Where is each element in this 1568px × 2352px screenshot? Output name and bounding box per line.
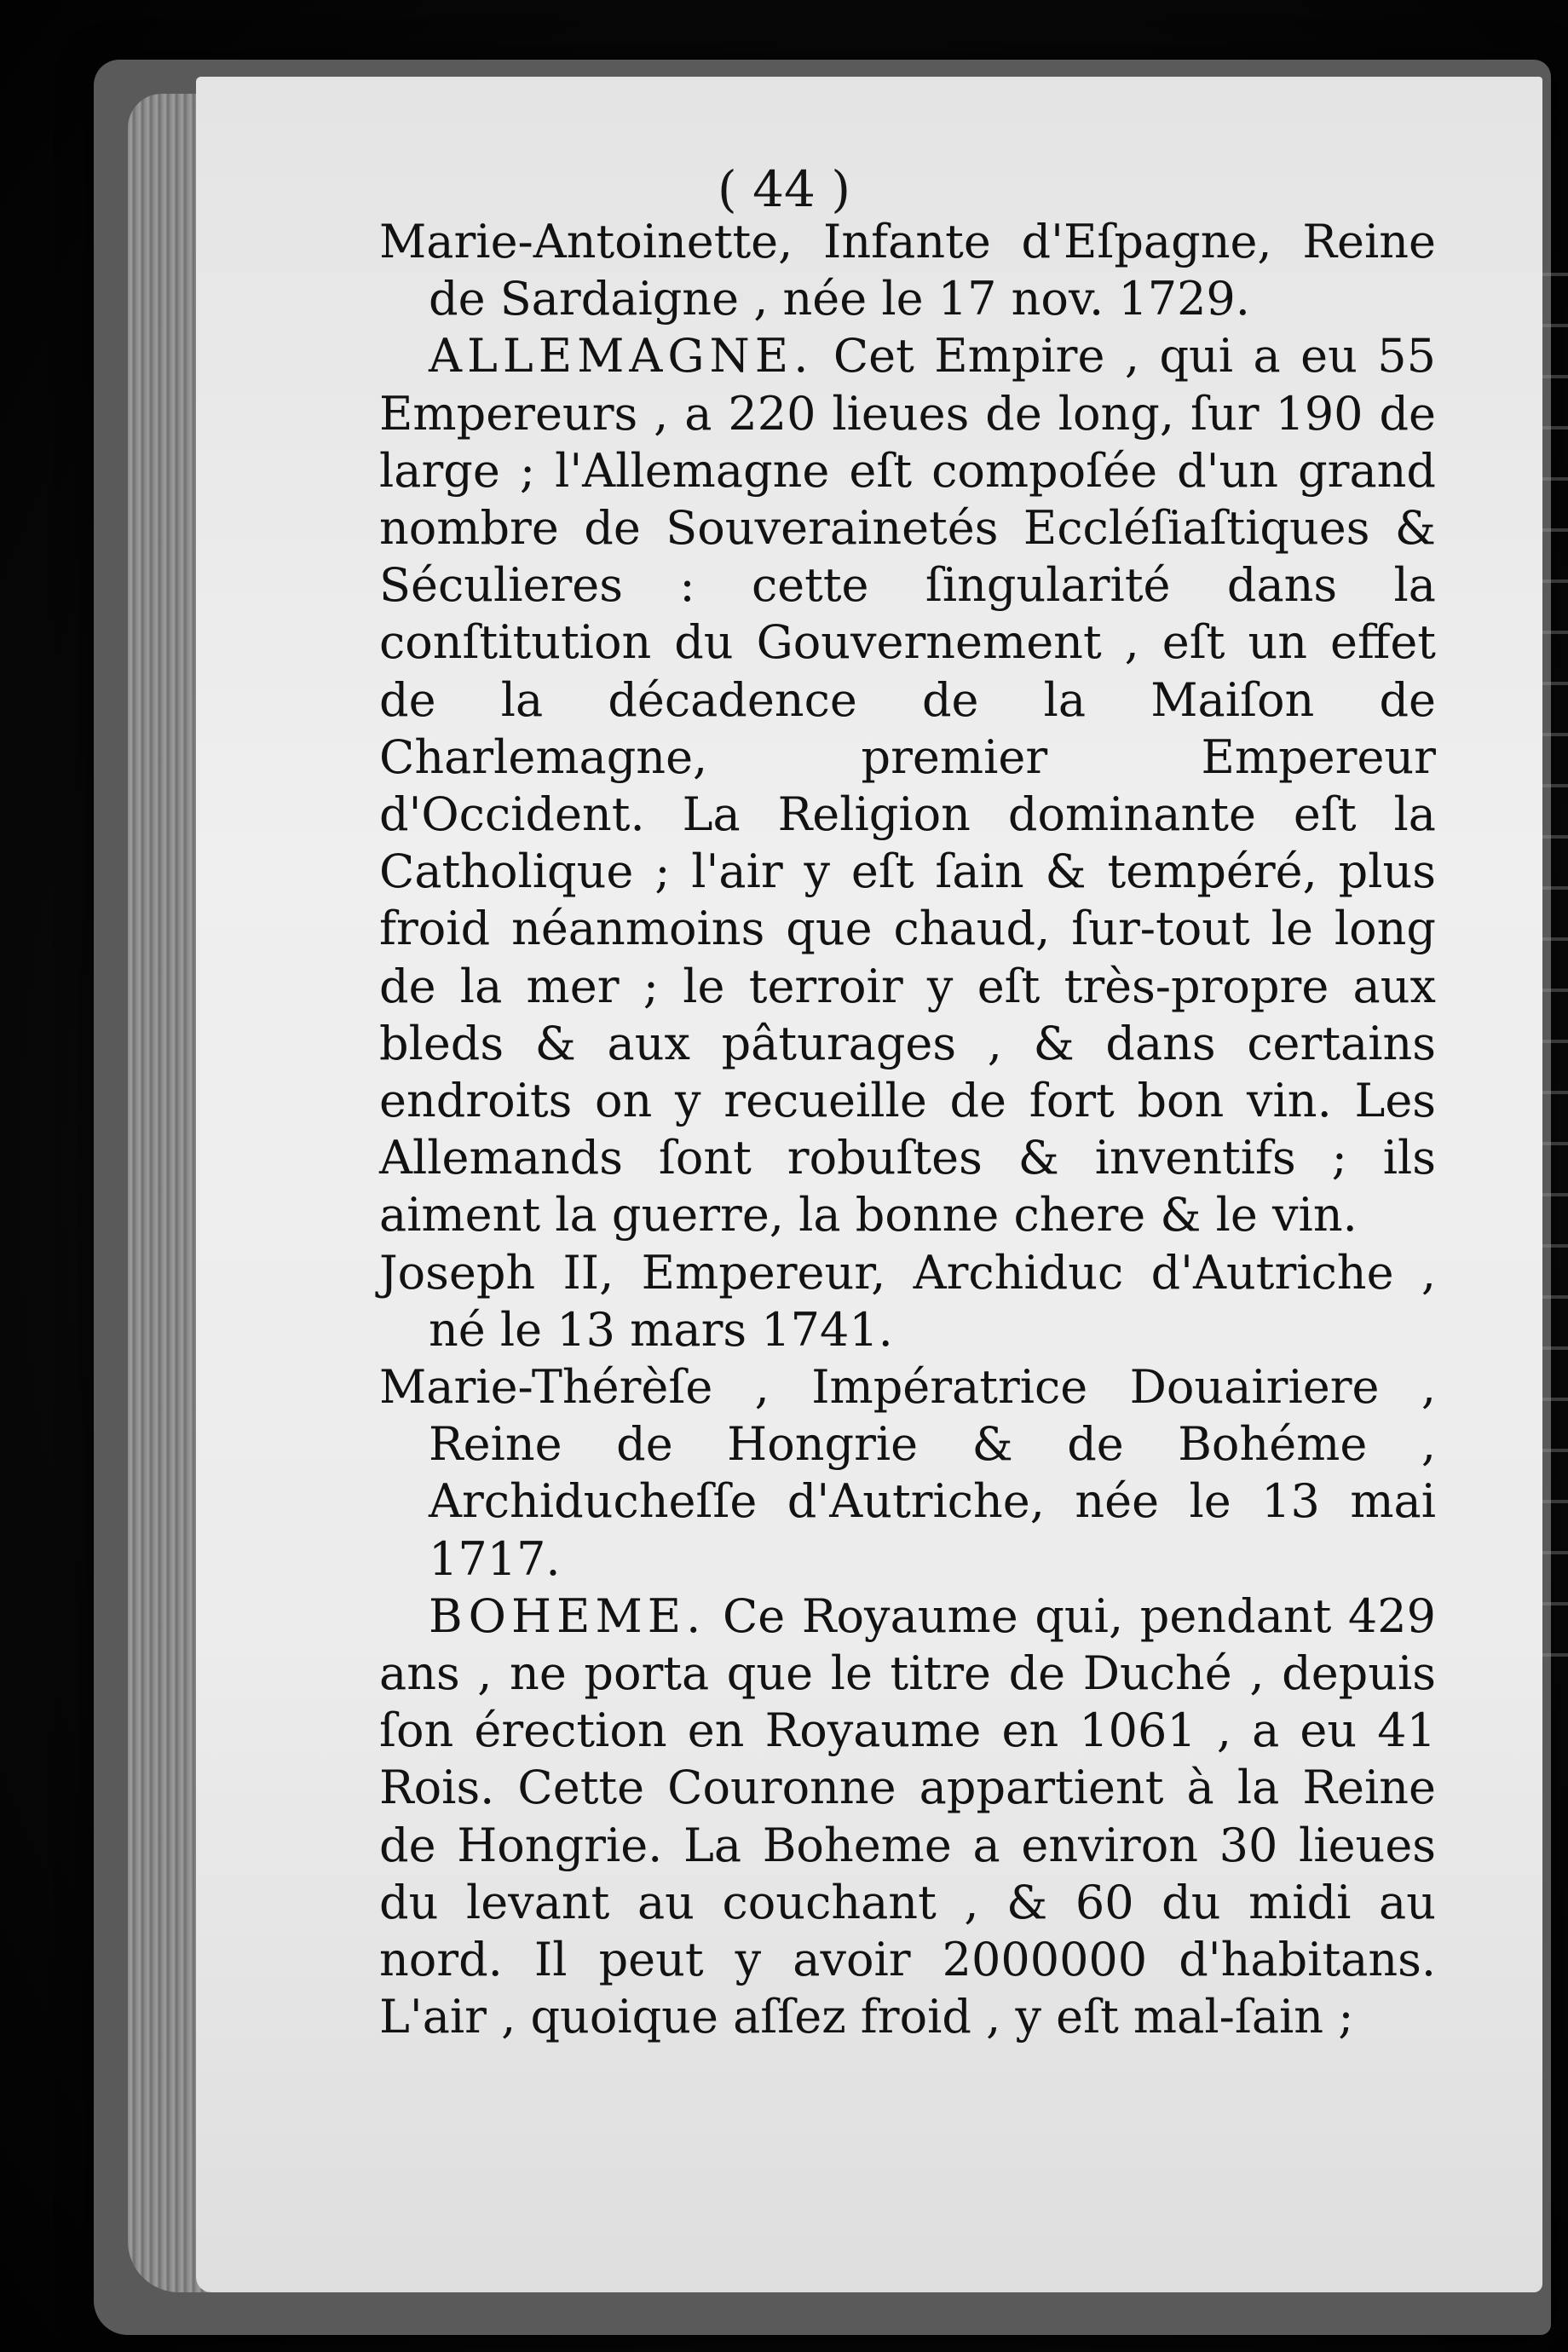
section-text: Ce Royaume qui, pendant 429 ans , ne porta que le titre de Duché , depuis ſon érection en Royaume en 1061 , a eu 41 Rois. Cette Couronne appartient à la Reine de Hongrie. La Boheme a environ 30 lieues du levant au couchant , & 60 du midi au nord. Il peut y avoir 2000000 d'habitans. L'air , quoique aſſez froid , y eſt mal-ſain ; [379,1588,1436,2044]
bleed-through-shadow [1542,247,1568,1696]
entry-marie-therese [379,1358,1436,1588]
entry-joseph-ii [379,1244,1436,1358]
section-boheme [379,1588,1436,2046]
section-heading: ALLEMAGNE. [429,329,814,383]
entry-text: Marie-Antoinette, Infante d'Eſpagne, Reine de Sardaigne , née le 17 nov. 1729. [379,215,1436,326]
entry-marie-antoinette [379,213,1436,327]
entry-text: Marie-Thérèſe , Impératrice Douairiere , Reine de Hongrie & de Bohéme , Archiducheſſe d'Autriche, née le 13 mai 1717. [379,1360,1436,1586]
entry-text: Joseph II, Empereur, Archiduc d'Autriche , né le 13 mars 1741. [379,1245,1436,1357]
section-heading: BOHEME. [429,1588,706,1643]
section-allemagne [379,327,1436,1243]
page-text [379,213,1436,2046]
section-text: Cet Empire , qui a eu 55 Empereurs , a 220 lieues de long, ſur 190 de large ; l'Allemagne eſt compoſée d'un grand nombre de Souverainetés Eccléſiaſtiques & Séculieres : cette ſingularité dans la conſtitution du Gouvernement , eſt un effet de la décadence de la Maiſon de Charlemagne, premier Empereur d'Occident. La Religion dominante eſt la Catholique ; l'air y eſt ſain & tempéré, plus froid néanmoins que chaud, ſur-tout le long de la mer ; le terroir y eſt très-propre aux bleds & aux pâturages , & dans certains endroits on y recueille de fort bon vin. Les Allemands ſont robuſtes & inventifs ; ils aiment la guerre, la bonne chere & le vin. [379,329,1436,1242]
page-number: ( 44 ) [718,160,850,218]
